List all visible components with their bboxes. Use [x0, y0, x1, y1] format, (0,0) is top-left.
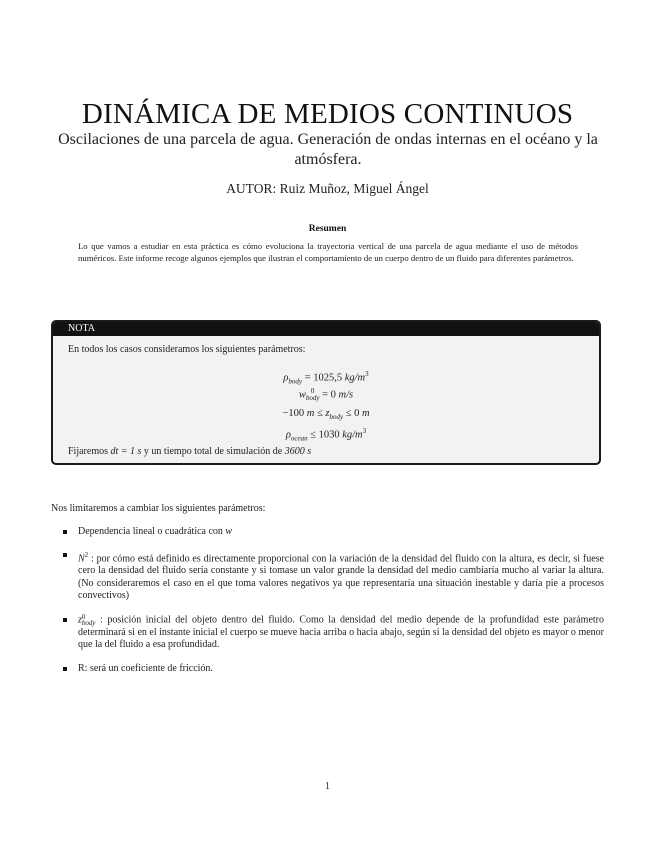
equation-w0: w 0 body = 0 m/s [298, 387, 354, 402]
page-number: 1 [325, 781, 330, 792]
nota-footer: Fijaremos dt = 1 s y un tiempo total de simulación de 3600 s [68, 446, 312, 457]
list-item-z0: z 0 body : posición inicial del objeto dentro del fluido. Como la densidad del medio depende de la profundidad este parámetro determinará si en el instante inicial el cuerpo se mueve hacia arriba o hacia abajo, según si la densidad del objeto es mayor o menor que la del fluido a esa profundidad. [51, 614, 604, 652]
nota-box [51, 320, 601, 465]
parameters-intro: Nos limitaremos a cambiar los siguientes parámetros: [51, 503, 266, 514]
document-subtitle: Oscilaciones de una parcela de agua. Generación de ondas internas en el océano y la atmósfera. [58, 131, 598, 168]
bullet-marker [63, 618, 67, 622]
bullet-marker [63, 530, 67, 534]
list-item-dependencia: Dependencia lineal o cuadrática con w [51, 526, 604, 539]
nota-header: NOTA [53, 322, 599, 336]
equation-rho-body: $\rho_{body} = 1025,5$ $kg/m^3$ [283, 370, 369, 386]
list-item-r: R: será un coeficiente de fricción. [51, 663, 604, 676]
equation-z-range: −100 $m \le z_{body} \le 0$ m [282, 408, 370, 422]
nota-intro: En todos los casos consideramos los siguientes parámetros: [68, 344, 306, 355]
abstract-title: Resumen [308, 224, 347, 234]
bullet-marker [63, 667, 67, 671]
author-line: AUTOR: Ruiz Muñoz, Miguel Ángel [226, 181, 429, 196]
abstract-body: Lo que vamos a estudiar en esta práctica es cómo evoluciona la trayectoria vertical de una parcela de agua mediante el uso de métodos numéricos. Este informe recoge algunos ejemplos que ilustran el comportamiento de un cuerpo dentro de un fluido para diferentes parámetros. [78, 241, 578, 263]
parameter-list [51, 526, 604, 675]
document-title: DINÁMICA DE MEDIOS CONTINUOS [81, 98, 574, 130]
list-item-n2: $N^2$ : por cómo está definido es directamente proporcional con la variación de la densidad del fluido con la altura, es decir, si fuese cero la densidad del fluido sería constante y si tomase un valor grande la densidad del medio cambiaría mucho al variar la altura. (No consideraremos el caso en el que toma valores negativos ya que representaría una situación inestable y daría pie a procesos convectivos) [51, 549, 604, 603]
equation-rho-ocean: $\rho_{ocean} \le 1030$ $kg/m^3$ [285, 427, 367, 443]
bullet-marker [63, 553, 67, 557]
